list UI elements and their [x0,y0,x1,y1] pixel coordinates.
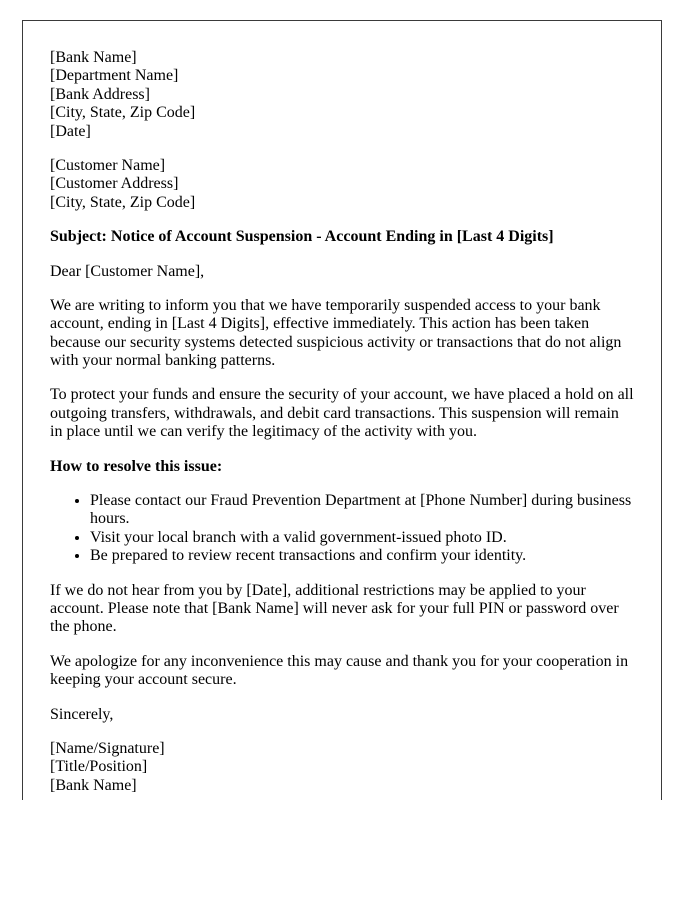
signature-block [50,740,635,795]
salutation: Dear [Customer Name], [50,262,205,280]
sender-address-block [50,49,635,141]
sender-department-name: [Department Name] [50,67,179,85]
list-item: • Be prepared to review recent transactions and confirm your identity. [90,547,635,565]
recipient-customer-name: [Customer Name] [50,156,166,174]
recipient-address-block [50,157,635,212]
signature-name: [Name/Signature] [50,739,165,757]
sender-bank-name: [Bank Name] [50,49,137,66]
sender-city-state-zip: [City, State, Zip Code] [50,104,196,122]
paragraph-deadline-warning: If we do not hear from you by [Date], additional restrictions may be applied to your account. Please note that [Bank Name] will never ask for your full PIN or password over the phone. [50,581,619,636]
paragraph-suspension-notice: We are writing to inform you that we have temporarily suspended access to your bank account, ending in [Last 4 Digits], effective immediately. This action has been taken because our security systems detected suspicious activity or transactions that do not align with your normal banking patterns. [50,296,622,370]
sender-bank-address: [Bank Address] [50,85,150,103]
resolve-heading: How to resolve this issue: [50,457,223,475]
letter-date: [Date] [50,122,91,140]
letter-container [22,20,662,800]
resolve-steps-list [50,492,635,566]
recipient-city-state-zip: [City, State, Zip Code] [50,193,196,211]
paragraph-hold-details: To protect your funds and ensure the security of your account, we have placed a hold on all outgoing transfers, withdrawals, and debit card transactions. This suspension will remain in place until we can verify the legitimacy of the activity with you. [50,386,634,441]
signoff: Sincerely, [50,705,114,723]
recipient-customer-address: [Customer Address] [50,175,179,193]
signature-bank-name: [Bank Name] [50,776,137,794]
paragraph-apology: We apologize for any inconvenience this may cause and thank you for your cooperation in keeping your account secure. [50,652,629,689]
subject-line: Subject: Notice of Account Suspension - Account Ending in [Last 4 Digits] [50,228,554,246]
signature-title: [Title/Position] [50,758,148,776]
list-item: • Visit your local branch with a valid government-issued photo ID. [90,529,635,547]
list-item: • Please contact our Fraud Prevention Department at [Phone Number] during business hours. [90,492,635,529]
